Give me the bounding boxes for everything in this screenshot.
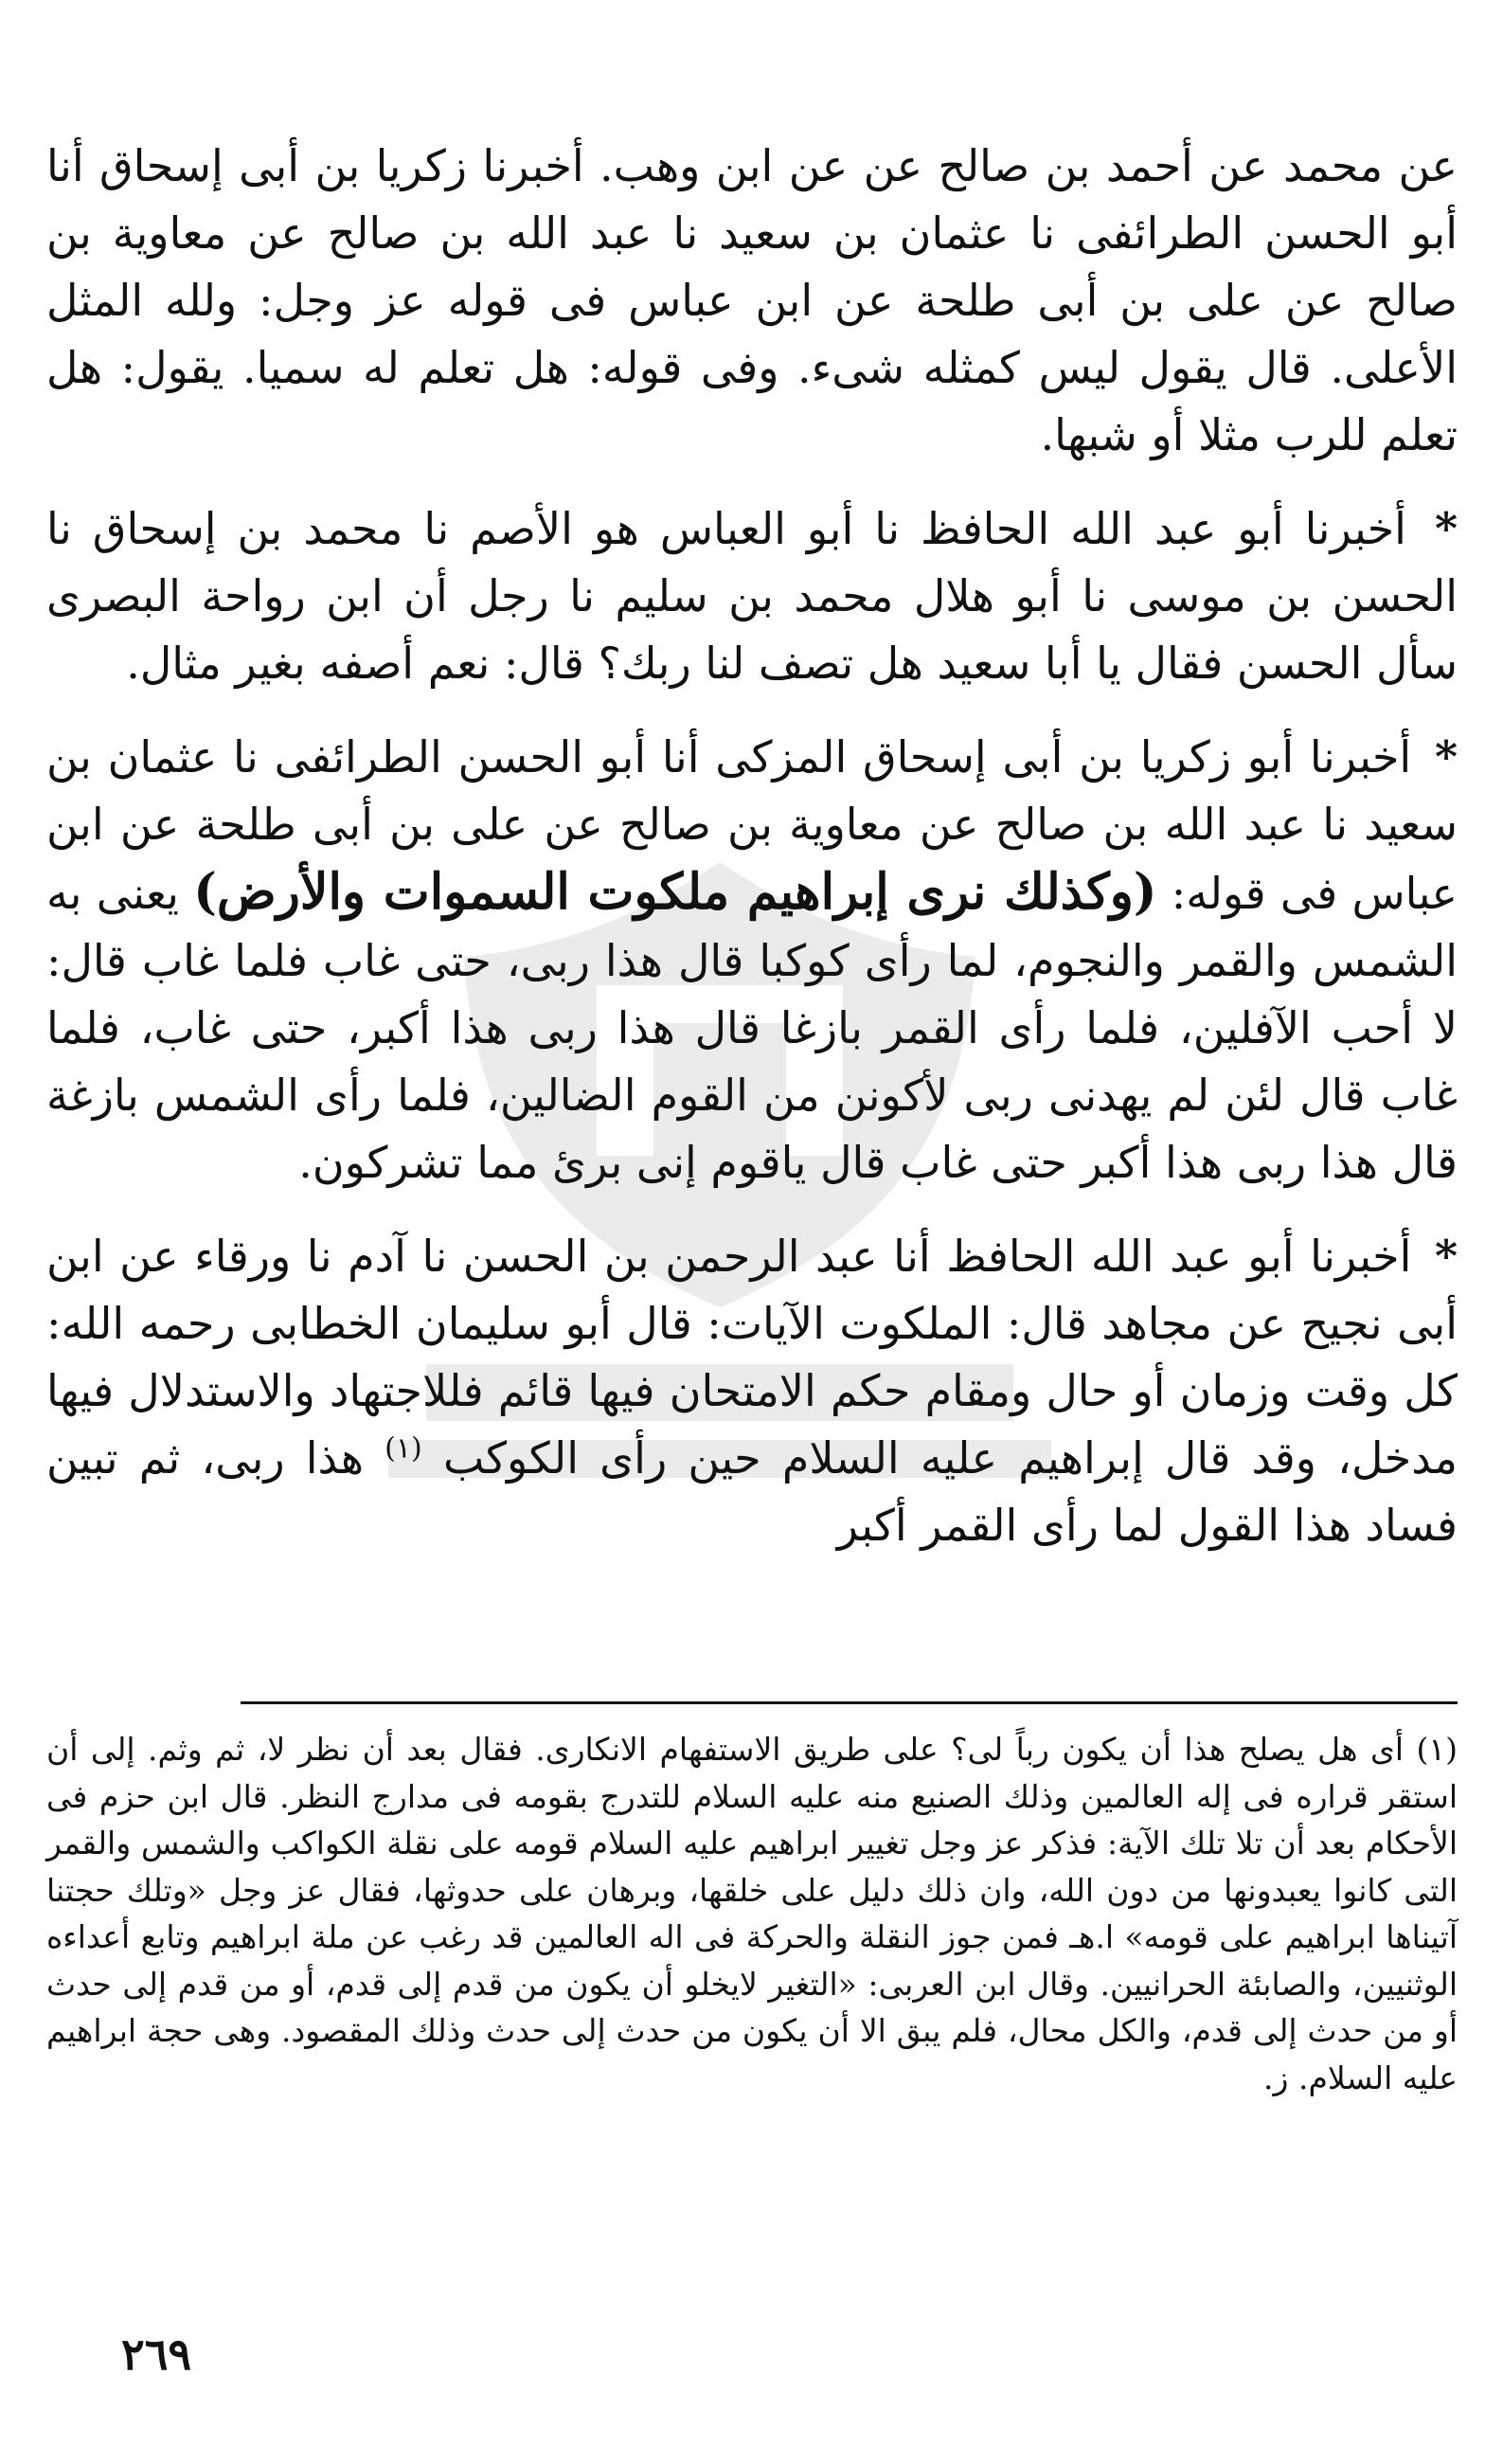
page-number: ٢٦٩ — [121, 2329, 192, 2380]
footnote-reference: (١) — [385, 1431, 422, 1466]
paragraph-text: أخبرنا أبو عبد الله الحافظ نا أبو العباس هو الأصم نا محمد بن إسحاق نا الحسن بن موسى نا أبو هلال محمد بن سليم نا رجل أن ابن رواحة البصرى سأل الحسن فقال يا أبا سعيد هل تصف لنا ربك؟ قال: نعم أصفه بغير مثال. — [46, 503, 1458, 689]
footnotes — [46, 1726, 1458, 2101]
paragraph-1 — [46, 133, 1458, 469]
paragraph-text: عن محمد عن أحمد بن صالح عن عن ابن وهب. أخبرنا زكريا بن أبى إسحاق أنا أبو الحسن الطرائفى نا عثمان بن سعيد نا عبد الله بن صالح عن معاوية بن صالح عن على بن أبى طلحة عن ابن عباس فى قوله عز وجل: ولله المثل الأعلى. قال يقول ليس كمثله شىء. وفى قوله: هل تعلم له سميا. يقول: هل تعلم للرب مثلا أو شبها. — [46, 140, 1458, 460]
footnote-1: (١) أى هل يصلح هذا أن يكون رباً لى؟ على طريق الاستفهام الانكارى. فقال بعد أن نظر لا، ثم وثم. إلى أن استقر قراره فى إله العالمين وذلك الصنيع منه عليه السلام للتدرج بقومه فى مدارج النظر. قال ابن حزم فى الأحكام بعد أن تلا تلك الآية: فذكر عز وجل تغيير ابراهيم عليه السلام قومه على نقلة الكواكب والشمس والقمر التى كانوا يعبدونها من دون الله، وان ذلك دليل على خلقها، وبرهان على حدوثها، فقال عز وجل «وتلك حجتنا آتيناها ابراهيم على قومه» ا.هـ فمن جوز النقلة والحركة فى اله العالمين قد رغب عن ملة ابراهيم وتابع أعداءه الوثنيين، والصابئة الحرانيين. وقال ابن العربى: «التغير لايخلو أن يكون من قدم إلى قدم، أو من قدم إلى حدث أو من حدث إلى قدم، والكل محال، فلم يبق الا أن يكون من حدث إلى حدث وذلك المقصود. وهى حجة ابراهيم عليه السلام. ز. — [46, 1731, 1458, 2096]
paragraph-text: أخبرنا أبو زكريا بن أبى إسحاق المزكى أنا أبو الحسن الطرائفى نا عثمان بن سعيد نا عبد الله بن صالح عن معاوية بن صالح عن على بن أبى طلحة عن ابن عباس فى قوله: — [46, 731, 1458, 919]
paragraph-text: هذا ربى، ثم تبين فساد هذا القول لما رأى القمر أكبر — [46, 1432, 1458, 1551]
asterisk-marker: * — [1434, 1231, 1458, 1282]
quran-verse: (وكذلك نرى إبراهيم ملكوت السموات والأرض) — [193, 863, 1157, 921]
footnote-divider — [241, 1701, 1458, 1704]
paragraph-4 — [46, 1223, 1458, 1559]
paragraph-text: أخبرنا أبو عبد الله الحافظ أنا عبد الرحمن بن الحسن نا آدم نا ورقاء عن ابن أبى نجيح عن مجاهد قال: الملكوت الآيات: قال أبو سليمان الخطابى رحمه الله: كل وقت وزمان أو حال ومقام حكم الامتحان فيها قائم فللاجتهاد والاستدلال فيها مدخل، وقد قال إبراهيم عليه السلام حين رأى الكوكب — [46, 1231, 1458, 1484]
asterisk-marker: * — [1434, 731, 1458, 782]
main-text — [46, 133, 1458, 1559]
paragraph-3 — [46, 724, 1458, 1196]
asterisk-marker: * — [1434, 503, 1458, 554]
paragraph-2 — [46, 495, 1458, 697]
paragraph-text: يعنى به الشمس والقمر والنجوم، لما رأى كوكبا قال هذا ربى، حتى غاب فلما غاب قال: لا أحب الآفلين، فلما رأى القمر بازغا قال هذا ربى هذا أكبر، حتى غاب، فلما غاب قال لئن لم يهدنى ربى لأكونن من القوم الضالين، فلما رأى الشمس بازغة قال هذا ربى هذا أكبر حتى غاب قال ياقوم إنى برئ مما تشركون. — [46, 868, 1458, 1188]
